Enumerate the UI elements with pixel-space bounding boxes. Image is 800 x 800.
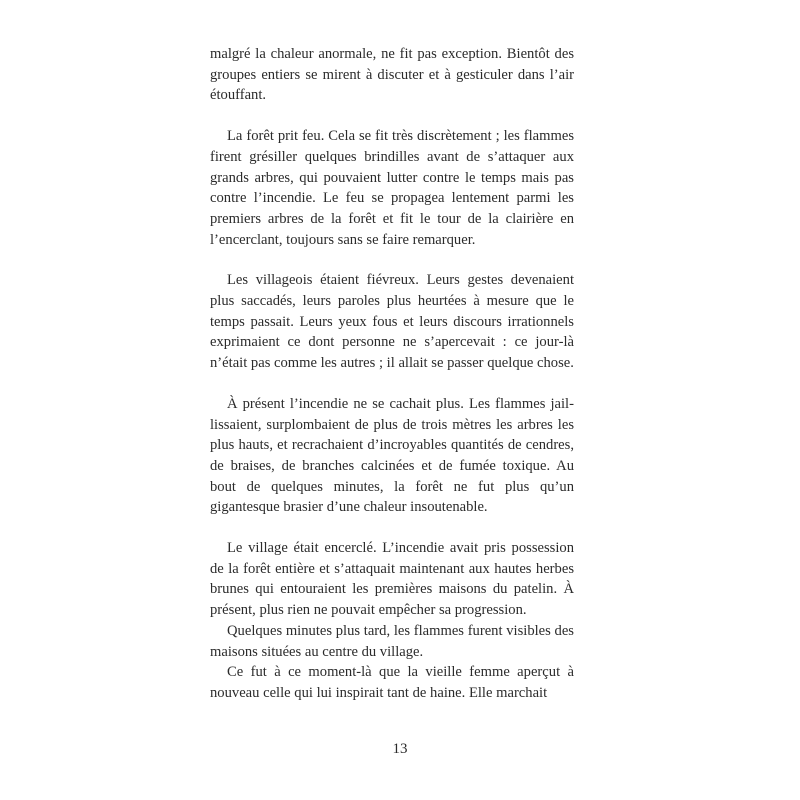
paragraph: malgré la chaleur anormale, ne fit pas exception. Bientôt des groupes entiers se mirent à discuter et à gesticuler dans l’air étouffant. (210, 46, 574, 104)
paragraph: Les villageois étaient fiévreux. Leurs gestes devenaient plus saccadés, leurs paroles plus heurtées à mesure que le temps passait. Leurs yeux fous et leurs discours irrationnels exprimaient ce dont personne ne s’apercevait : ce jour-là n’était pas comme les autres ; il allait se passer quelque chose. (210, 272, 574, 372)
paragraph: À présent l’incendie ne se cachait plus. Les flammes jaillissaient, surplombaient de plus de trois mètres les arbres les plus hauts, et recrachaient d’incroyables quantités de cendres, de braises, de branches calcinées et de fumée toxique. Au bout de quelques minutes, la forêt ne fut plus qu’un gigantesque brasier d’une chaleur insoutenable. (210, 395, 574, 516)
paragraph: Ce fut à ce moment-là que la vieille femme aperçut à nouveau celle qui lui inspirait tant de haine. Elle marchait (210, 664, 574, 701)
paragraph: La forêt prit feu. Cela se fit très discrètement ; les flammes firent grésiller quelques brindilles avant de s’attaquer aux grands arbres, qui pouvaient lutter contre le temps mais pas contre l’incendie. Le feu se propagea lentement parmi les premiers arbres de la forêt et fit le tour de la clairière en l’encerclant, toujours sans se faire remarquer. (210, 128, 574, 248)
page-body (210, 44, 574, 704)
paragraph: Le village était encerclé. L’incendie avait pris possession de la forêt entière et s’attaquait maintenant aux hautes herbes brunes qui entouraient les premières maisons du patelin. À présent, plus rien ne pouvait empêcher sa progression. (210, 540, 574, 619)
page-number: 13 (392, 741, 408, 757)
paragraph: Quelques minutes plus tard, les flammes furent visibles des maisons situées au centre du village. (210, 622, 574, 660)
